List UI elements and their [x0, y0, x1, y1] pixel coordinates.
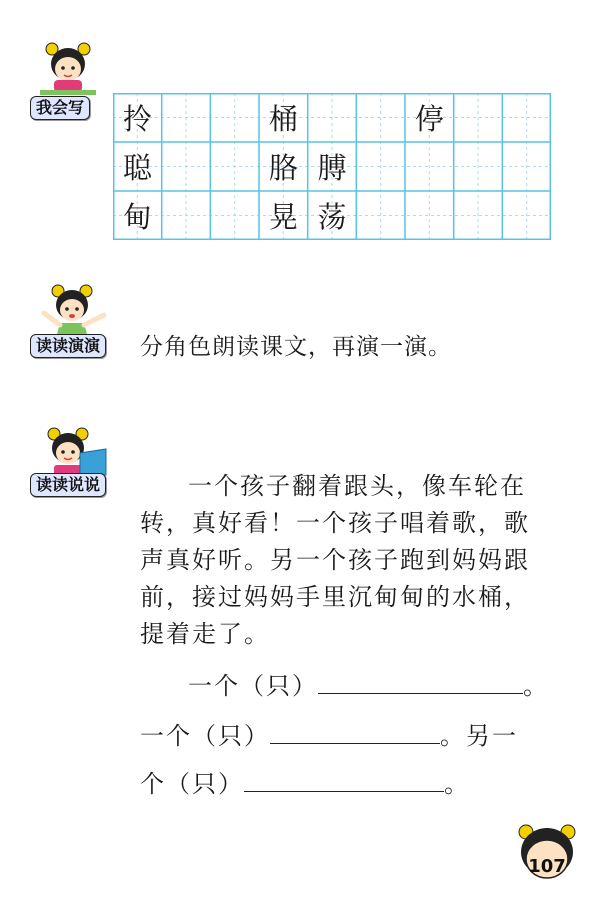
- grid-char: 桶: [268, 102, 298, 136]
- fill-blank-1[interactable]: [188, 666, 549, 701]
- grid-char: 胳: [268, 151, 298, 185]
- section-badge-write: 我会写: [30, 96, 90, 120]
- writing-grid: [113, 93, 551, 240]
- reading-passage: 一个孩子翻着跟头，像车轮在转，真好看！一个孩子唱着歌，歌声真好听。另一个孩子跑到妈妈跟前，接过妈妈手里沉甸甸的水桶，提着走了。: [140, 472, 530, 648]
- blank-line[interactable]: [270, 729, 440, 744]
- grid-char: 荡: [317, 200, 347, 234]
- fill-blank-2-end: 。另一: [440, 722, 518, 750]
- page-number-mascot: [512, 822, 582, 888]
- page-number: 107: [528, 856, 566, 877]
- fill-blank-3-end: 。: [444, 770, 470, 798]
- section-badge-act: 读读演演: [30, 334, 106, 358]
- fill-blank-1-prefix: 一个（只）: [188, 672, 318, 700]
- grid-char: 晃: [268, 200, 298, 234]
- fill-blank-3-prefix: 个（只）: [140, 770, 244, 798]
- fill-blank-2-prefix: 一个（只）: [140, 722, 270, 750]
- grid-char: 聪: [122, 151, 152, 185]
- fill-blank-2[interactable]: [140, 716, 518, 751]
- fill-blank-1-end: 。: [523, 672, 549, 700]
- grid-char: 膊: [317, 151, 347, 185]
- fill-blank-3[interactable]: [140, 764, 470, 799]
- grid-char: 停: [414, 102, 444, 136]
- blank-line[interactable]: [244, 777, 444, 792]
- blank-line[interactable]: [318, 679, 523, 694]
- grid-char: 拎: [122, 102, 152, 136]
- grid-char: 甸: [122, 200, 152, 234]
- section-badge-speak: 读读说说: [30, 473, 106, 497]
- act-instruction: 分角色朗读课文，再演一演。: [140, 334, 452, 360]
- girl-writing-icon: [34, 40, 104, 104]
